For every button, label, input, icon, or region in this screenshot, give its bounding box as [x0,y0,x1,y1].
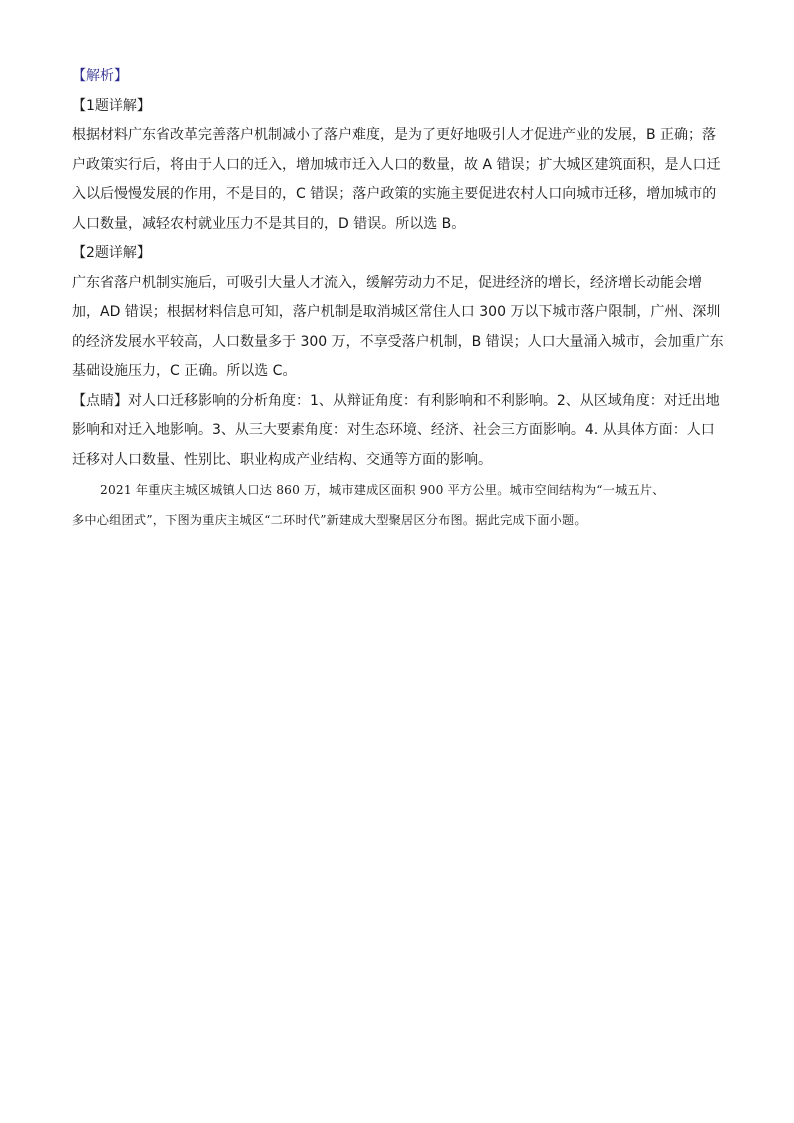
tip-text-line: 迁移对人口数量、性别比、职业构成产业结构、交通等方面的影响。 [72,451,492,468]
answer-analysis-section [72,62,722,535]
tip-text-line: 【点睛】对人口迁移影响的分析角度：1、从辩证角度：有利影响和不利影响。2、从区域角度：对迁出地 [72,392,720,409]
q1-heading: 【1题详解】 [72,97,151,114]
next-question-intro-line: 2021 年重庆主城区城镇人口达 860 万，城市建成区面积 900 平方公里。城市空间结构为“一城五片、 [100,483,665,497]
q1-text-line: 根据材料广东省改革完善落户机制减小了落户难度，是为了更好地吸引人才促进产业的发展，B 正确；落 [72,127,717,143]
q1-text-line: 户政策实行后，将由于人口的迁入，增加城市迁入人口的数量，故 A 错误；扩大城区建筑面积，是人口迁 [72,156,721,173]
analysis-heading: 【解析】 [72,68,128,84]
q2-text-line: 的经济发展水平较高，人口数量多于 300 万，不享受落户机制，B 错误；人口大量涌入城市，会加重广东 [72,333,724,350]
q1-text-line: 人口数量，减轻农村就业压力不是其目的，D 错误。所以选 B。 [72,215,466,232]
q1-text-line: 入以后慢慢发展的作用，不是目的，C 错误；落户政策的实施主要促进农村人口向城市迁移，增加城市的 [72,186,717,202]
next-question-intro-line: 多中心组团式”，下图为重庆主城区“二环时代”新建成大型聚居区分布图。据此完成下面小题。 [72,513,587,527]
q2-text-line: 基础设施压力，C 正确。所以选 C。 [72,363,297,379]
q2-text-line: 加，AD 错误；根据材料信息可知，落户机制是取消城区常住人口 300 万以下城市落户限制，广州、深圳 [72,304,721,320]
tip-text-line: 影响和对迁入地影响。3、从三大要素角度：对生态环境、经济、社会三方面影响。4. 从具体方面：人口 [72,422,715,438]
q2-text-line: 广东省落户机制实施后，可吸引大量人才流入，缓解劳动力不足，促进经济的增长，经济增长动能会增 [72,274,702,291]
q2-heading: 【2题详解】 [72,245,151,261]
